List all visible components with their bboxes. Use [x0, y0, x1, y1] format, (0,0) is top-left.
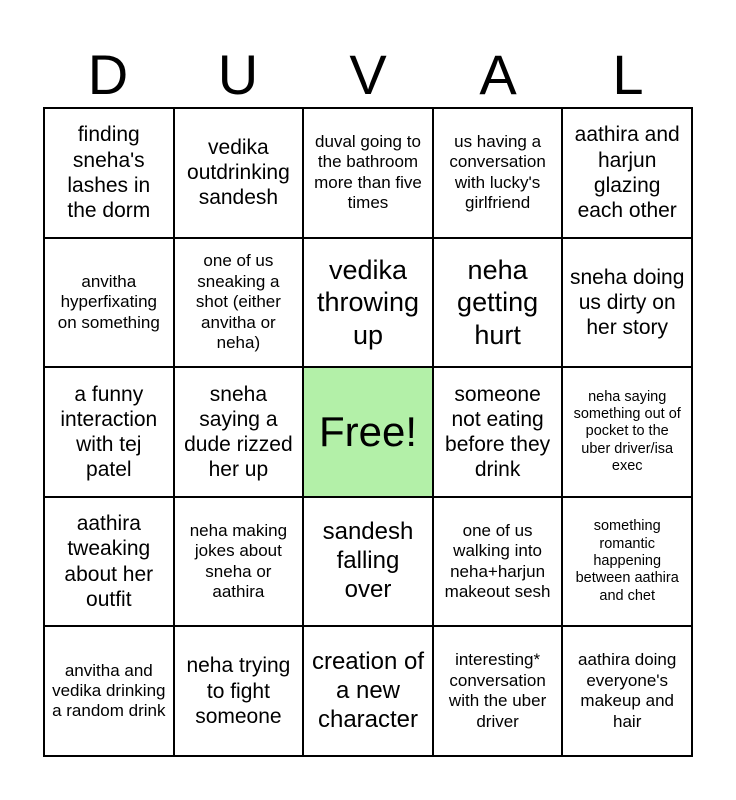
header-letter-v: V [349, 43, 387, 106]
bingo-cell[interactable] [562, 367, 692, 497]
cell-text: neha making jokes about sneha or aathira [189, 520, 288, 601]
cell-text: aathira and harjun glazing each other [574, 123, 680, 222]
header-letter-a: A [479, 43, 517, 106]
bingo-cell[interactable] [174, 497, 304, 627]
bingo-cell[interactable] [303, 626, 433, 756]
bingo-cell[interactable] [562, 626, 692, 756]
cell-text: sandesh falling over [322, 518, 414, 603]
bingo-cell[interactable] [303, 238, 433, 368]
cell-text: interesting* conversation with the uber driver [448, 650, 547, 731]
header-letter-l: L [612, 43, 644, 106]
cell-text: neha trying to fight someone [186, 654, 291, 728]
cell-text: vedika outdrinking sandesh [187, 136, 290, 210]
bingo-cell[interactable] [44, 238, 174, 368]
bingo-cell[interactable] [303, 497, 433, 627]
bingo-cell[interactable] [433, 108, 563, 238]
bingo-cell[interactable] [44, 497, 174, 627]
cell-text: neha saying something out of pocket to the uber driver/isa exec [573, 388, 681, 475]
cell-text: a funny interaction with tej patel [60, 382, 158, 482]
cell-text: neha getting hurt [457, 254, 539, 350]
bingo-cell[interactable] [174, 108, 304, 238]
cell-text: aathira doing everyone's makeup and hair [578, 650, 677, 731]
bingo-cell[interactable] [562, 108, 692, 238]
cell-text: us having a conversation with lucky's girlfriend [449, 132, 546, 213]
cell-text: one of us sneaking a shot (either anvitha or neha) [195, 251, 281, 352]
cell-text: anvitha and vedika drinking a random drink [52, 660, 166, 721]
bingo-cell[interactable] [562, 238, 692, 368]
cell-text: creation of a new character [311, 648, 425, 733]
bingo-cell[interactable] [562, 497, 692, 627]
bingo-cell[interactable] [174, 238, 304, 368]
bingo-cell[interactable] [174, 367, 304, 497]
bingo-cell[interactable] [174, 626, 304, 756]
cell-text: sneha saying a dude rizzed her up [184, 382, 293, 482]
cell-text: vedika throwing up [316, 254, 420, 350]
cell-text: one of us walking into neha+harjun makeout sesh [444, 520, 551, 601]
cell-text: someone not eating before they drink [445, 382, 551, 482]
header-letter-d: D [87, 43, 129, 106]
bingo-cell[interactable] [44, 626, 174, 756]
free-cell[interactable] [303, 367, 433, 497]
cell-text: finding sneha's lashes in the dorm [67, 123, 151, 222]
cell-text: anvitha hyperfixating on something [57, 271, 160, 332]
cell-text: sneha doing us dirty on her story [569, 265, 685, 339]
bingo-cell[interactable] [433, 497, 563, 627]
cell-text: Free! [318, 407, 417, 455]
bingo-cell[interactable] [433, 367, 563, 497]
header-letter-u: U [217, 43, 259, 106]
bingo-cell[interactable] [433, 626, 563, 756]
bingo-header [43, 42, 693, 108]
cell-text: duval going to the bathroom more than five times [314, 132, 422, 213]
bingo-cell[interactable] [303, 108, 433, 238]
bingo-cell[interactable] [44, 108, 174, 238]
bingo-cell[interactable] [44, 367, 174, 497]
cell-text: aathira tweaking about her outfit [64, 512, 154, 611]
cell-text: something romantic happening between aathira and chet [575, 518, 679, 604]
bingo-cell[interactable] [433, 238, 563, 368]
bingo-board [43, 107, 693, 757]
